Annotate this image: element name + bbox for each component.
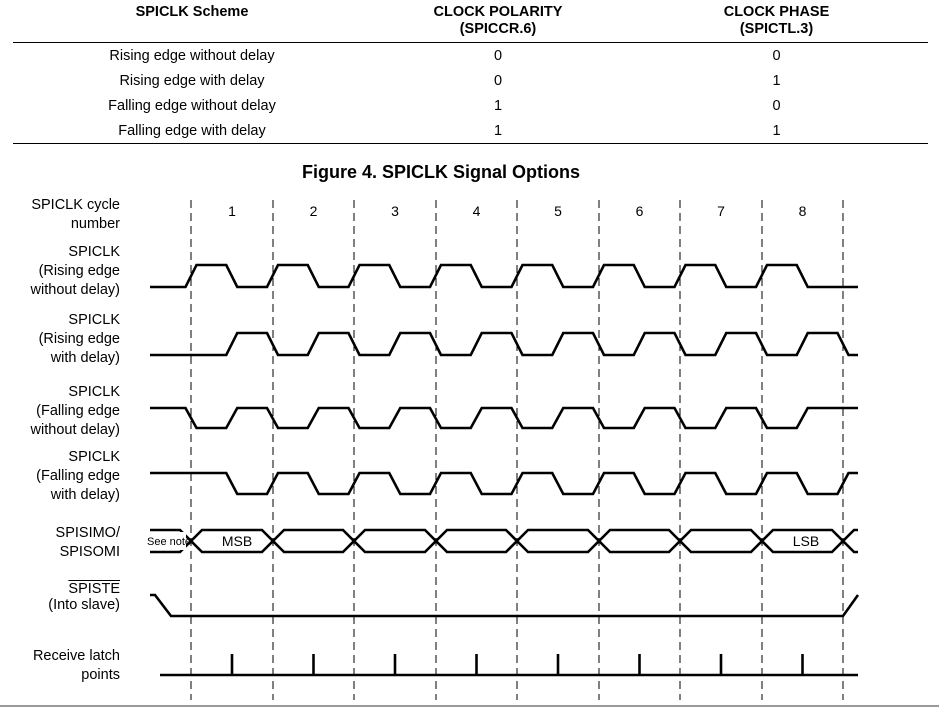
- cell-scheme: Falling edge with delay: [118, 122, 266, 139]
- label-line: (Falling edge: [36, 468, 120, 484]
- cell-polarity: 1: [493, 122, 503, 139]
- label-line: (Falling edge: [36, 403, 120, 419]
- label-line: SPISIMO/: [55, 525, 120, 541]
- label-line: SPICLK cycle: [31, 197, 120, 213]
- spiclk-rising-no-delay-wave: [150, 265, 858, 287]
- label-line: SPICLK: [68, 244, 120, 260]
- cycle-number-label: 6: [635, 203, 644, 219]
- header-phase-line2: (SPICTL.3): [739, 21, 814, 37]
- data-line-bottom: [150, 541, 858, 552]
- header-phase-line1: CLOCK PHASE: [723, 4, 830, 20]
- cycle-number-label: 4: [472, 203, 481, 219]
- spiste-wave: [150, 595, 858, 616]
- label-line: Receive latch: [32, 648, 120, 664]
- data-line-top: [150, 530, 858, 541]
- see-note-label: See note: [147, 536, 192, 548]
- label-line: number: [70, 216, 120, 232]
- cell-scheme: Rising edge with delay: [119, 72, 265, 89]
- lsb-label: LSB: [792, 533, 820, 549]
- cell-scheme: Falling edge without delay: [108, 97, 276, 114]
- header-polarity-line2: (SPICCR.6): [459, 21, 537, 37]
- cycle-number-label: 7: [717, 203, 725, 219]
- msb-label: MSB: [221, 533, 253, 549]
- spiclk-falling-delay-wave: [150, 473, 858, 494]
- label-line: SPICLK: [68, 312, 120, 328]
- figure-title: Figure 4. SPICLK Signal Options: [301, 162, 581, 182]
- header-polarity-line1: CLOCK POLARITY: [433, 4, 563, 20]
- spiclk-rising-delay-wave: [150, 333, 858, 355]
- header-scheme-text: SPICLK Scheme: [135, 4, 249, 20]
- cell-phase: 0: [772, 47, 781, 64]
- cycle-number-label: 5: [554, 203, 562, 219]
- cell-scheme: Rising edge without delay: [109, 47, 275, 64]
- cell-polarity: 0: [493, 47, 503, 64]
- label-line: SPISOMI: [59, 544, 120, 560]
- label-line: points: [81, 667, 120, 683]
- label-line: with delay): [50, 350, 120, 366]
- label-line: (Into slave): [48, 597, 120, 613]
- cell-polarity: 1: [493, 97, 503, 114]
- label-line: without delay): [30, 422, 120, 438]
- label-line: SPICLK: [68, 449, 120, 465]
- cycle-number-label: 1: [228, 203, 236, 219]
- cell-phase: 1: [772, 72, 781, 89]
- label-line: (Rising edge: [38, 263, 120, 279]
- cell-polarity: 0: [493, 72, 503, 89]
- label-line: without delay): [30, 282, 120, 298]
- cycle-number-label: 2: [309, 203, 318, 219]
- cycle-number-label: 3: [391, 203, 399, 219]
- label-line: SPISTE: [68, 581, 120, 597]
- cycle-number-label: 8: [798, 203, 807, 219]
- spiclk-falling-no-delay-wave: [150, 408, 858, 428]
- cell-phase: 0: [772, 97, 781, 114]
- label-line: SPICLK: [68, 384, 120, 400]
- cell-phase: 1: [772, 122, 781, 139]
- label-line: with delay): [50, 487, 120, 503]
- label-line: (Rising edge: [38, 331, 120, 347]
